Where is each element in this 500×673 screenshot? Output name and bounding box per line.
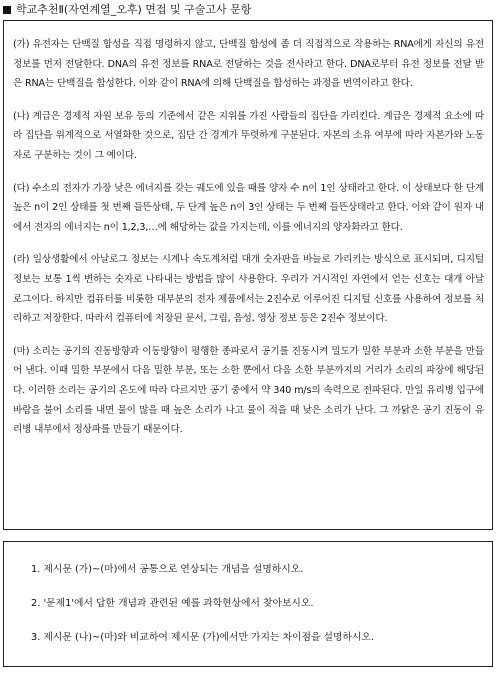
passage-da: (다) 수소의 전자가 가장 낮은 에너지를 갖는 궤도에 있을 때를 양자 수 n이 1인 상태라고 한다. 이 상태보다 한 단계 높은 n이 2인 상태를 첫 번째 들뜬상태, 두 단계 높은 n이 3인 상태는 두 번째 들뜬상태라고 한다. 이와 같이 원자 내에서 전자의 에너지는 n이 1,2,3,…에 해당하는 값을 가지는데, 이를 에너지의 양자화라고 한다. <box>13 182 484 233</box>
passage-ma: (마) 소리는 공기의 진동방향과 이동방향이 평행한 종파로서 공기를 진동시켜 밀도가 밀한 부분과 소한 부분을 만들어 낸다. 이때 밀한 부분에서 다음 밀한 부분, 또는 소한 뿐에서 다음 소한 부분까지의 거리가 소리의 파장에 해당된다. 이러한 소리는 공기의 온도에 따라 다르지만 공기 중에서 약 340 m/s의 속력으로 전파된다. 만일 유리병 입구에 바람을 불어 소리를 내면 물이 많을 때 높은 소리가 나고 물이 적을 때 낮은 소리가 난다. 그 까닭은 공기 진동이 유리병 내부에서 정상파를 만들기 때문이다. <box>13 345 484 436</box>
question-2: 2. '문제1'에서 답한 개념과 관련된 예를 과학현상에서 찾아보시오. <box>31 598 314 609</box>
passages-box <box>3 20 493 530</box>
passage-ra: (라) 일상생활에서 아날로그 정보는 시계나 속도계처럼 대개 숫자판을 바늘로 가리키는 방식으로 표시되며, 디지털 정보는 보통 1씩 변하는 숫자로 나타내는 방법을 많이 사용한다. 우리가 거시적인 자연에서 얻는 신호는 대개 아날로그이다. 하지만 컴퓨터를 비롯한 대부분의 전자 제품에서는 2진수로 이루어진 디지털 신호를 사용하여 정보를 처리하고 저장한다. 따라서 컴퓨터에 저장된 문서, 그림, 음성, 영상 정보 등은 2진수 정보이다. <box>13 254 484 325</box>
question-1: 1. 제시문 (가)~(마)에서 공통으로 연상되는 개념을 설명하시오. <box>31 564 304 575</box>
passage-na: (나) 계급은 경제적 자원 보유 등의 기준에서 같은 지위를 가진 사람들의 집단을 가리킨다. 계급은 경제적 요소에 따라 집단을 위계적으로 서열화한 것으로, 집단 간 경계가 뚜렷하게 구분된다. 자본의 소유 여부에 따라 자본가와 노동자로 구분하는 것이 그 예이다. <box>13 110 484 161</box>
title-text: 학교추천Ⅱ(자연계열_오후) 면접 및 구술고사 문항 <box>16 3 252 16</box>
passage-ga: (가) 유전자는 단백질 합성을 직접 명령하지 않고, 단백질 합성에 좀 더 직접적으로 작용하는 RNA에게 자신의 유전 정보를 먼저 전달한다. DNA의 유전 정보를 RNA로 전달하는 것을 전사라고 한다. DNA로부터 유전 정보를 전달 받은 RNA는 단백질을 합성한다. 이와 같이 RNA에 의해 단백질을 합성하는 과정을 번역이라고 한다. <box>13 39 484 90</box>
questions-box <box>3 541 493 667</box>
document-title <box>3 3 251 17</box>
question-3: 3. 제시문 (나)~(마)와 비교하여 제시문 (가)에서만 가지는 차이점을 설명하시오. <box>31 632 374 643</box>
black-square-bullet-icon <box>3 6 11 14</box>
